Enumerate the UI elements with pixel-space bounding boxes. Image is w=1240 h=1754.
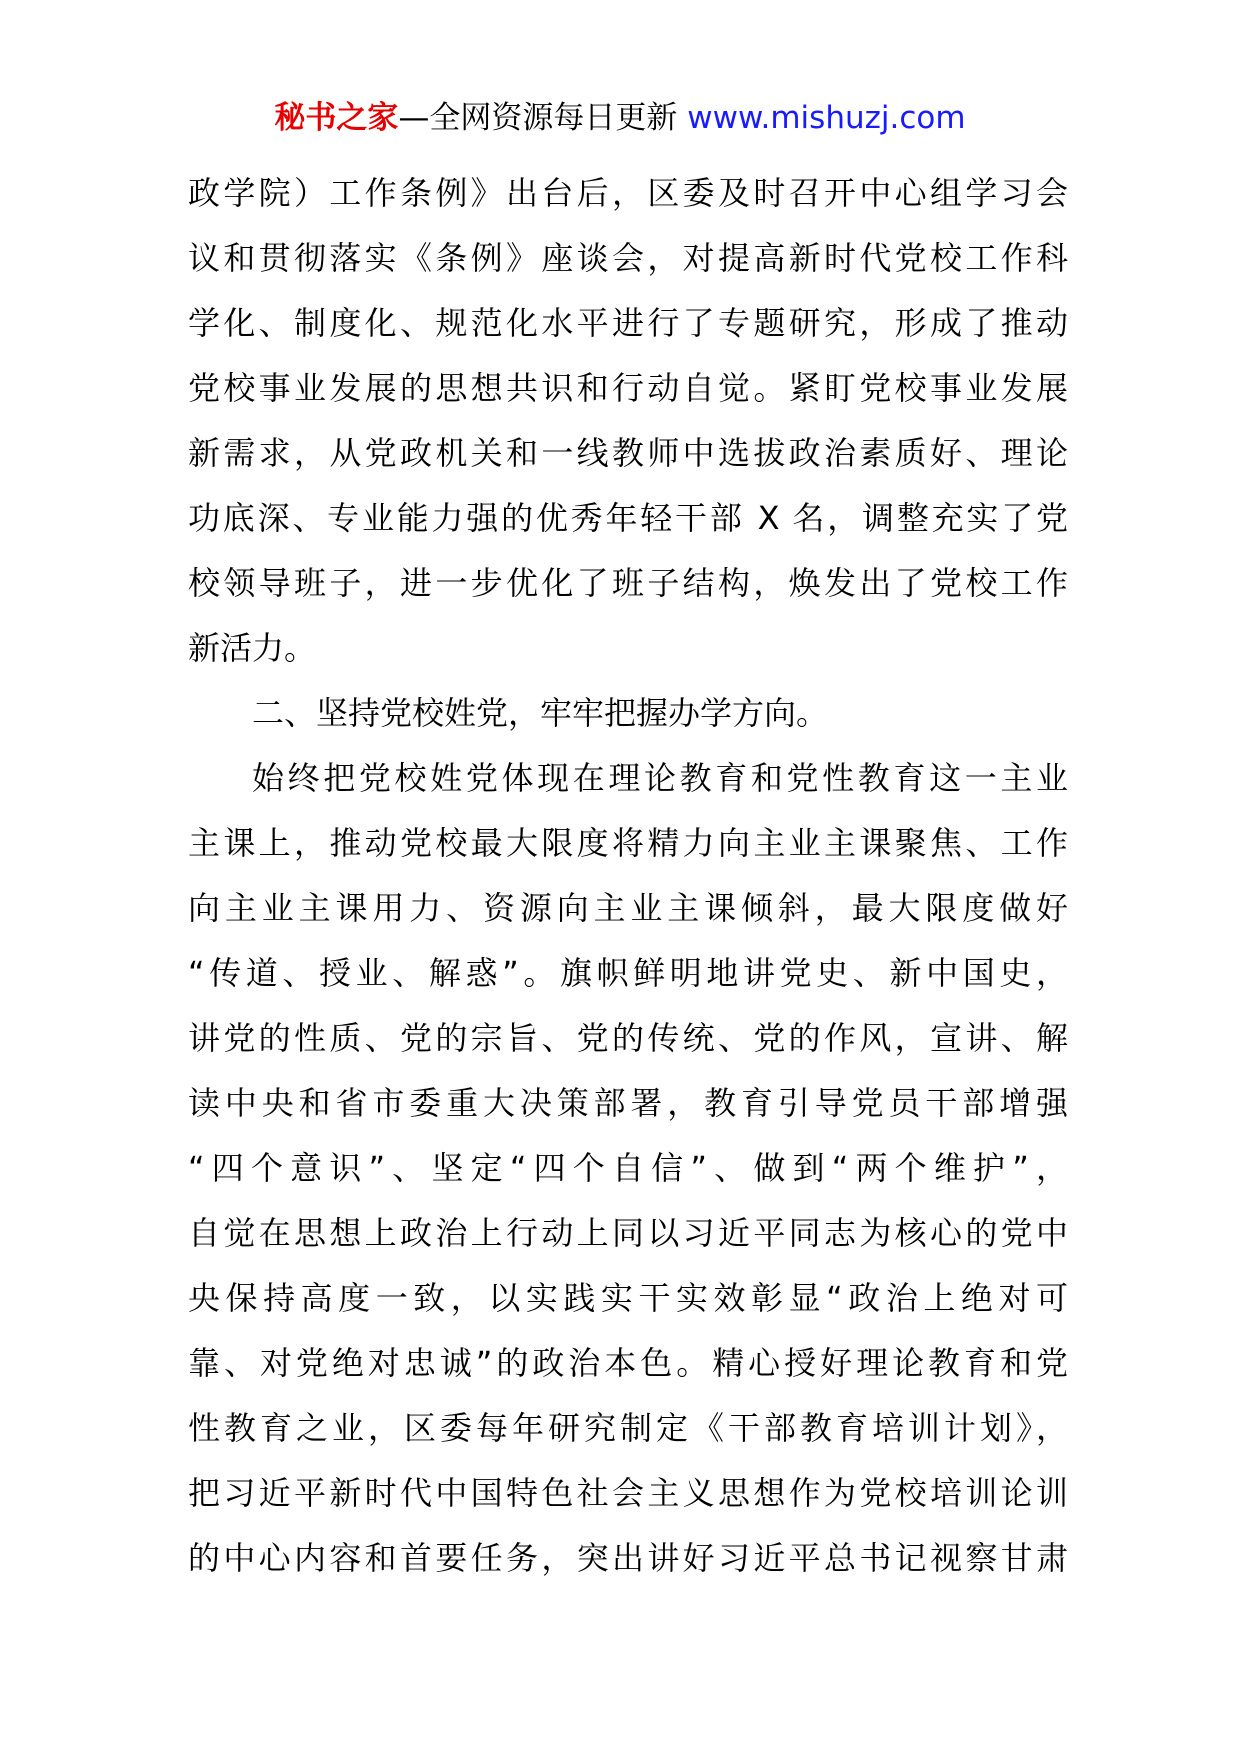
text-line: 向主业主课用力、资源向主业主课倾斜，最大限度做好 [188, 889, 1068, 927]
text-line: 的中心内容和首要任务，突出讲好习近平总书记视察甘肃 [188, 1539, 1068, 1577]
text-line: “传道、授业、解惑”。旗帜鲜明地讲党史、新中国史， [188, 954, 1068, 992]
text-line: 功底深、专业能力强的优秀年轻干部 X 名，调整充实了党 [188, 499, 1068, 537]
site-tagline: —全网资源每日更新 [398, 100, 678, 136]
text-line: 新需求，从党政机关和一线教师中选拔政治素质好、理论 [188, 434, 1068, 472]
text-line: 性教育之业，区委每年研究制定《干部教育培训计划》， [188, 1409, 1068, 1447]
text-line: 始终把党校姓党体现在理论教育和党性教育这一主业 [252, 759, 1068, 797]
text-line: 新活力。 [188, 629, 317, 667]
text-line: 自觉在思想上政治上行动上同以习近平同志为核心的党中 [188, 1214, 1068, 1252]
site-brand: 秘书之家 [274, 100, 399, 136]
text-line: 主课上，推动党校最大限度将精力向主业主课聚焦、工作 [188, 824, 1068, 862]
text-line: 校领导班子，进一步优化了班子结构，焕发出了党校工作 [188, 564, 1068, 602]
text-line: 靠、对党绝对忠诚”的政治本色。精心授好理论教育和党 [188, 1344, 1068, 1382]
text-line: 把习近平新时代中国特色社会主义思想作为党校培训论训 [188, 1474, 1068, 1512]
text-line: 央保持高度一致，以实践实干实效彰显“政治上绝对可 [188, 1279, 1068, 1317]
text-line: 学化、制度化、规范化水平进行了专题研究，形成了推动 [188, 304, 1068, 342]
site-header [0, 98, 1240, 138]
site-url-link[interactable]: www.mishuzj.com [687, 100, 966, 136]
text-line: 政学院）工作条例》出台后，区委及时召开中心组学习会 [188, 174, 1068, 212]
section-heading: 二、坚持党校姓党，牢牢把握办学方向。 [252, 694, 829, 732]
text-line: “四个意识”、坚定“四个自信”、做到“两个维护”， [188, 1149, 1068, 1187]
text-line: 读中央和省市委重大决策部署，教育引导党员干部增强 [188, 1084, 1068, 1122]
text-line: 议和贯彻落实《条例》座谈会，对提高新时代党校工作科 [188, 239, 1068, 277]
document-body [188, 161, 1068, 1591]
text-line: 党校事业发展的思想共识和行动自觉。紧盯党校事业发展 [188, 369, 1068, 407]
text-line: 讲党的性质、党的宗旨、党的传统、党的作风，宣讲、解 [188, 1019, 1068, 1057]
